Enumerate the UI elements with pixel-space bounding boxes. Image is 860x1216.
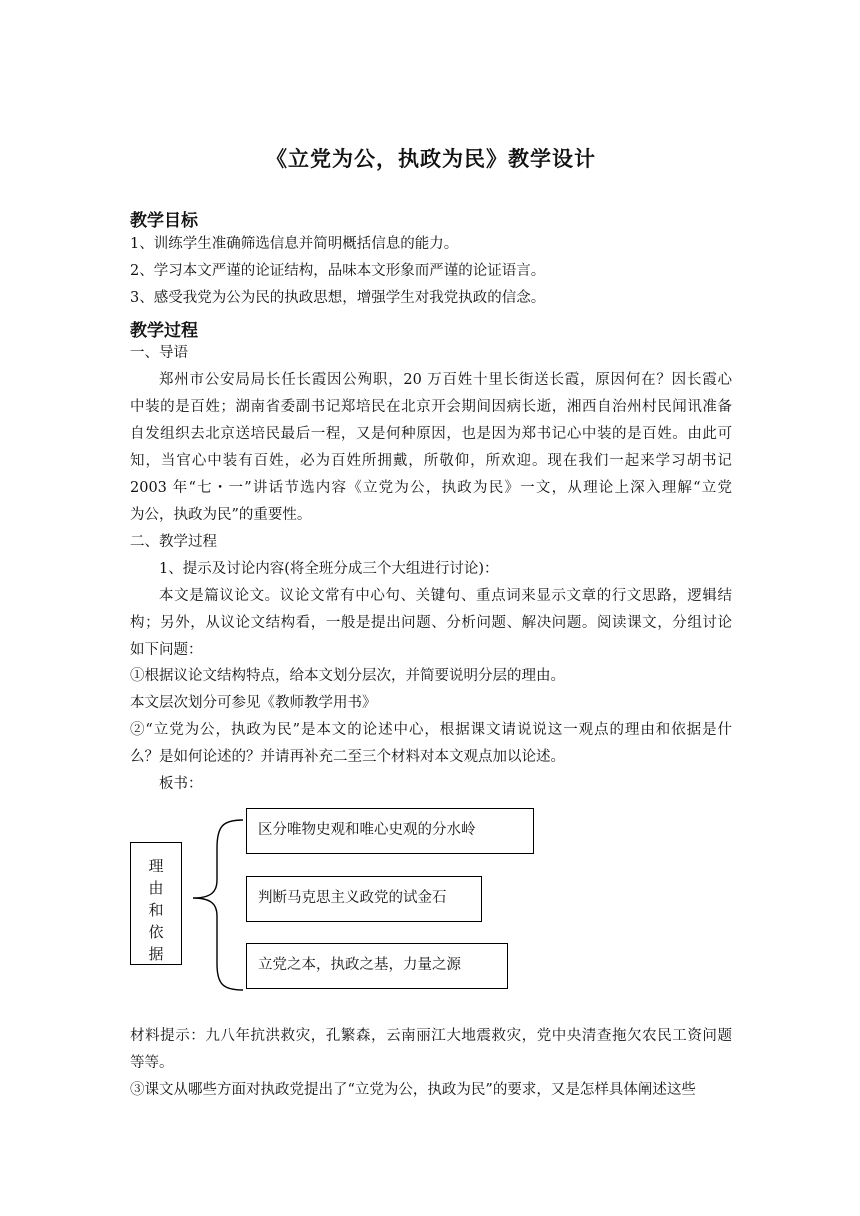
document-page [130,0,732,1216]
question-1: ①根据议论文结构特点，给本文划分层次，并简要说明分层的理由。 [130,668,565,684]
document-title: 《立党为公，执政为民》教学设计 [266,146,596,171]
curly-brace-icon [185,818,245,994]
intro-paragraph-line: 中装的是百姓；湖南省委副书记郑培民在北京开会期间因病长逝，湘西自治州村民闻讯准备 [130,399,732,415]
question-1-note: 本文层次划分可参见《教师教学用书》 [130,695,377,711]
question-3: ③课文从哪些方面对执政党提出了“立党为公，执政为民”的要求，又是怎样具体阐述这些 [130,1082,696,1098]
intro-paragraph-line: 2003 年“七・一”讲话节选内容《立党为公，执政为民》一文，从理论上深入理解“立党 [130,480,732,496]
intro-paragraph-line: 为公，执政为民”的重要性。 [130,507,312,523]
material-hint-line: 材料提示：九八年抗洪救灾，孔繁森，云南丽江大地震救灾，党中央清查拖欠农民工资问题 [130,1028,732,1044]
intro-paragraph-line: 郑州市公安局局长任长霞因公殉职，20 万百姓十里长街送长霞，原因何在？因长霞心 [159,372,732,388]
material-hint-line: 等等。 [130,1055,174,1071]
intro-paragraph-line: 自发组织去北京送培民最后一程，又是何种原因，也是因为郑书记心中装的是百姓。由此可 [130,426,732,442]
diagram-box: 判断马克思主义政党的试金石 [246,876,482,922]
objective-item: 1、训练学生准确筛选信息并简明概括信息的能力。 [130,236,459,252]
objective-item: 2、学习本文严谨的论证结构，品味本文形象而严谨的论证语言。 [130,263,546,279]
body-paragraph-line: 构；另外，从议论文结构看，一般是提出问题、分析问题、解决问题。阅读课文，分组讨论 [130,615,732,631]
body-paragraph-line: 如下问题： [130,642,203,658]
intro-paragraph-line: 知，当官心中装有百姓，必为百姓所拥戴，所敬仰，所欢迎。现在我们一起来学习胡书记 [130,453,732,469]
diagram-side-box [130,842,182,965]
body-paragraph-line: 本文是篇议论文。议论文常有中心句、关键句、重点词来显示文章的行文思路，逻辑结 [159,588,732,604]
diagram-box: 区分唯物史观和唯心史观的分水岭 [246,808,534,854]
board-label: 板书： [159,776,203,792]
question-2-line: ②“立党为公，执政为民”是本文的论述中心，根据课文请说说这一观点的理由和依据是什 [130,722,732,738]
question-2-line: 么？是如何论述的？并请再补充二至三个材料对本文观点加以论述。 [130,749,565,765]
section-title: 一、导语 [130,345,188,361]
subsection-title: 1、提示及讨论内容(将全班分成三个大组进行讨论)： [159,561,499,577]
objectives-heading: 教学目标 [130,211,198,231]
diagram-side-label: 理 由 和 依 据 [148,857,164,963]
process-heading: 教学过程 [130,321,198,341]
objective-item: 3、感受我党为公为民的执政思想，增强学生对我党执政的信念。 [130,290,546,306]
diagram-box: 立党之本，执政之基，力量之源 [246,943,508,989]
section-title: 二、教学过程 [130,534,217,550]
